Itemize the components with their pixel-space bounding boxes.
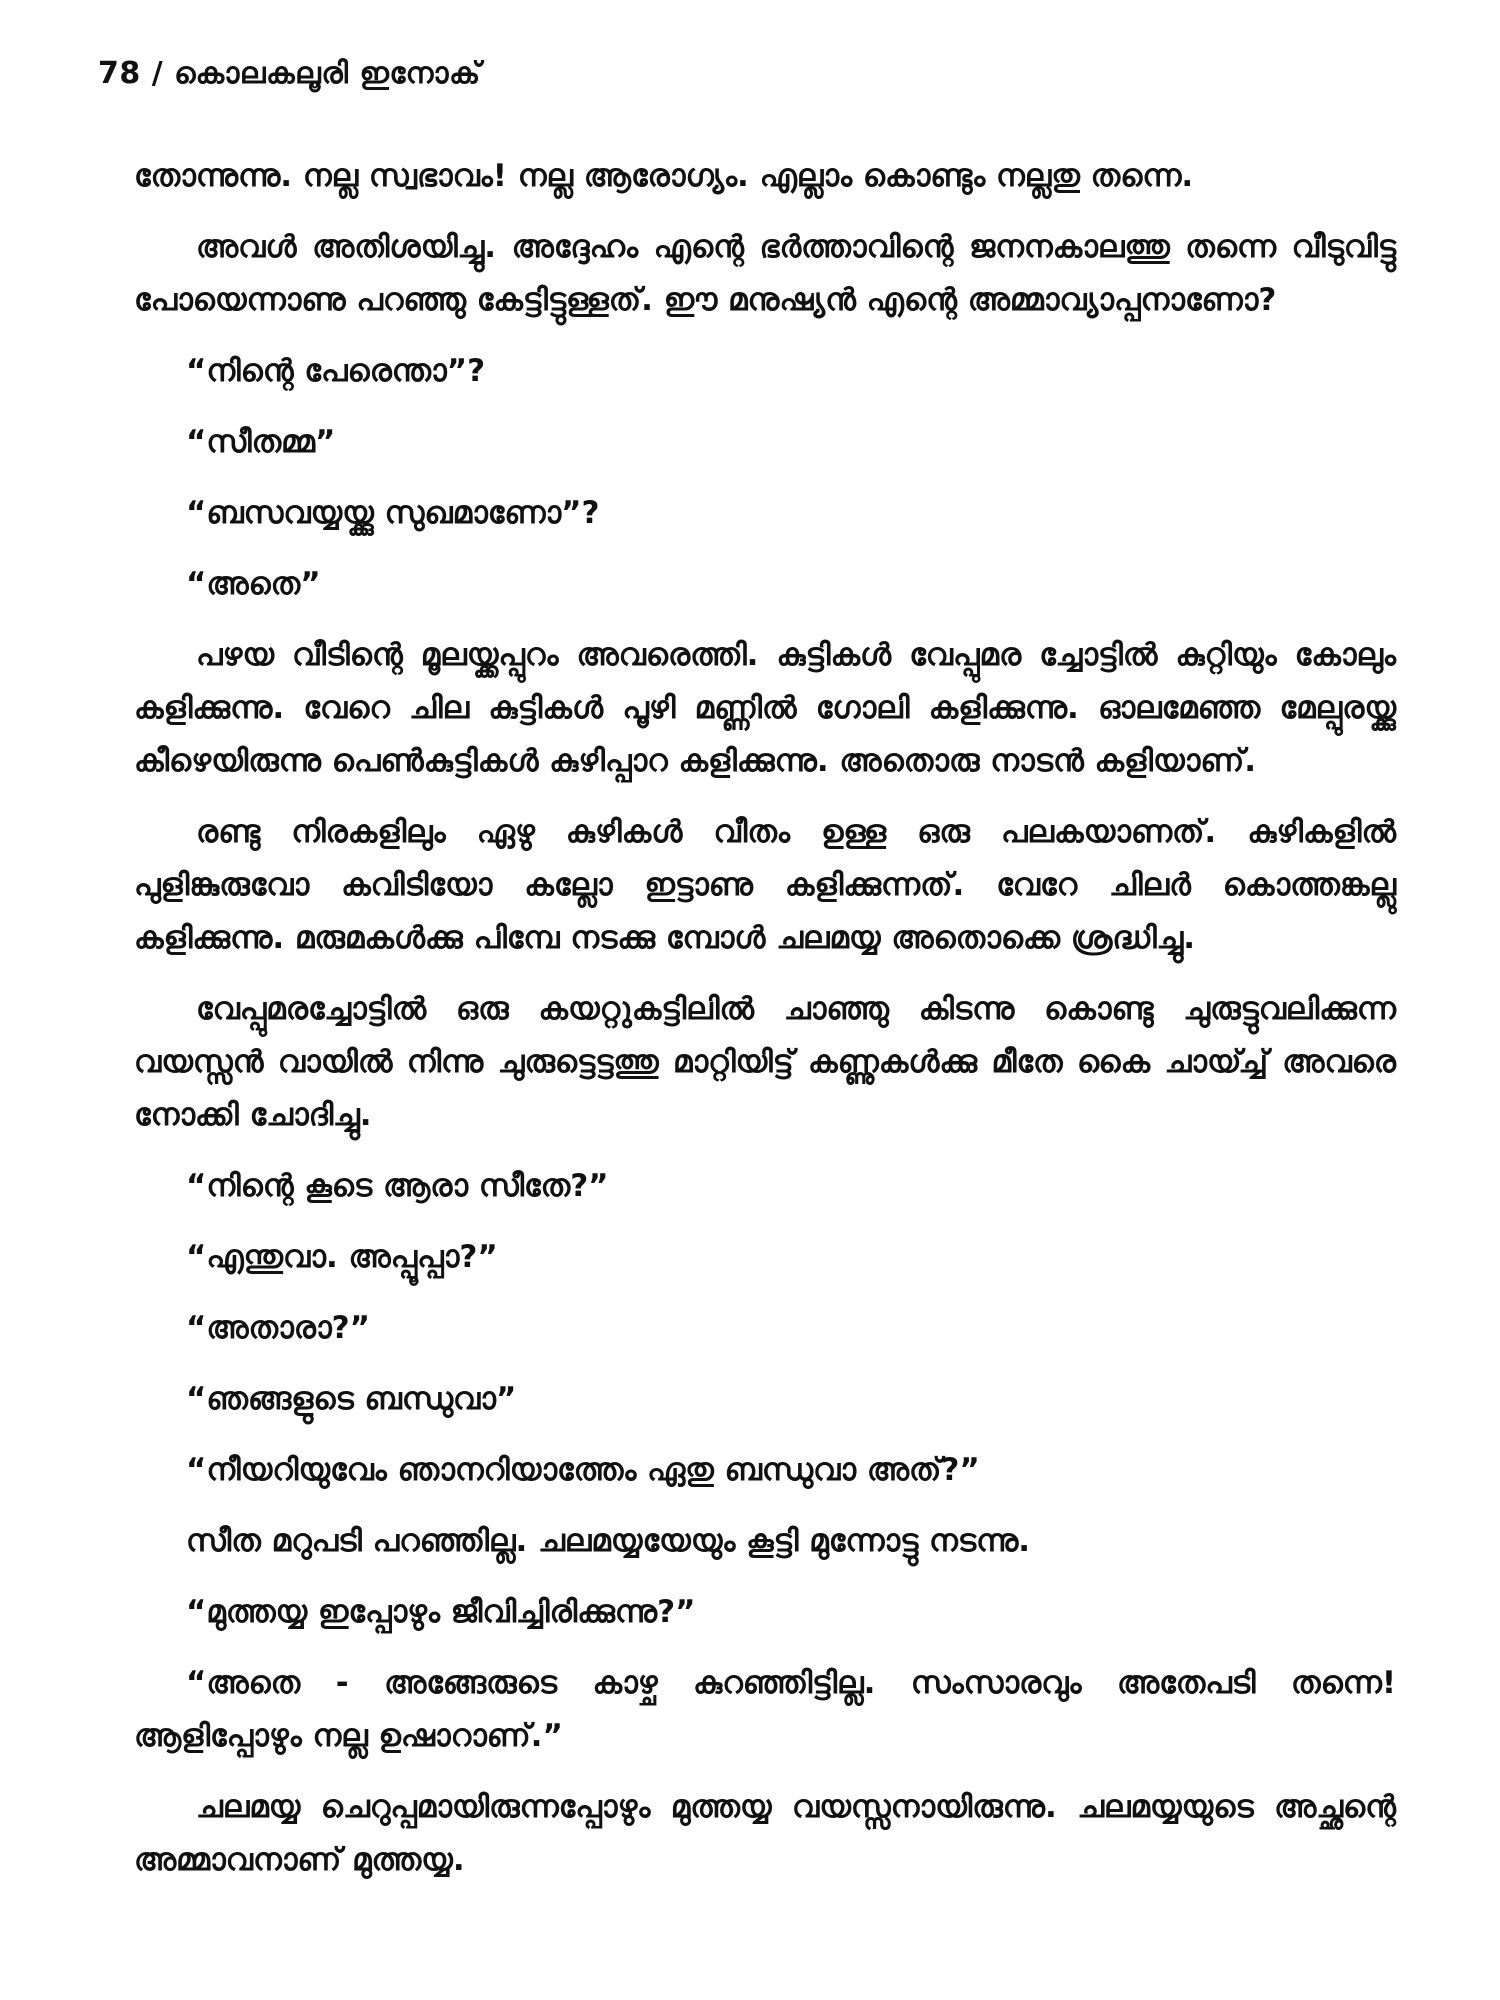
narration-line: സീത മറുപടി പറഞ്ഞില്ല. ചലമയ്യയേയും കൂട്ടി മുന്നോട്ടു നടന്നു.	[186, 1523, 1031, 1559]
dialogue-line: “നിന്റെ പേരെന്താ”?	[186, 353, 486, 389]
paragraph: രണ്ടു നിരകളിലും ഏഴു കുഴികൾ വീതം ഉള്ള ഒരു പലകയാണത്. കുഴികളിൽ പുളിങ്കുരുവോ കവിടിയോ കല്ലോ ഇട്ടാണു കളിക്കുന്നത്. വേറേ ചിലർ കൊത്തങ്കല്ലു കളിക്കുന്നു. മരുമകൾക്കു പിമ്പേ നടക്കു മ്പോൾ ചലമയ്യ അതൊക്കെ ശ്രദ്ധിച്ചു.	[134, 814, 1396, 956]
dialogue-line: “മുത്തയ്യ ഇപ്പോഴും ജീവിച്ചിരിക്കുന്നു?”	[186, 1594, 696, 1630]
dialogue-paragraph: “അതെ - അങ്ങേരുടെ കാഴ്ച കുറഞ്ഞിട്ടില്ല. സംസാരവും അതേപടി തന്നെ! ആളിപ്പോഴും നല്ല ഉഷാറാണ്.”	[134, 1665, 1396, 1754]
body-text	[134, 150, 1396, 1905]
dialogue-line: “അതെ”	[186, 566, 321, 602]
dialogue-line: “അതാരാ?”	[186, 1310, 371, 1346]
paragraph: ചലമയ്യ ചെറുപ്പമായിരുന്നപ്പോഴും മുത്തയ്യ വയസ്സനായിരുന്നു. ചലമയ്യയുടെ അച്ഛന്റെ അമ്മാവനാണ് മുത്തയ്യ.	[134, 1789, 1396, 1878]
running-head: 78 / കൊലകലൂരി ഇനോക്	[98, 56, 481, 91]
paragraph: അവൾ അതിശയിച്ചു. അദ്ദേഹം എന്റെ ഭർത്താവിന്റെ ജനനകാലത്തു തന്നെ വീടുവിട്ടു പോയെന്നാണു പറഞ്ഞു കേട്ടിട്ടുള്ളത്. ഈ മനുഷ്യൻ എന്റെ അമ്മാവ്യാപ്പനാണോ?	[134, 229, 1396, 318]
dialogue-line: “ഞങ്ങളുടെ ബന്ധുവാ”	[186, 1381, 517, 1417]
paragraph: വേപ്പുമരച്ചോട്ടിൽ ഒരു കയറ്റുകട്ടിലിൽ ചാഞ്ഞു കിടന്നു കൊണ്ടു ചുരുട്ടുവലിക്കുന്ന വയസ്സൻ വായിൽ നിന്നു ചുരുട്ടെട്ടത്തു മാറ്റിയിട്ട് കണ്ണുകൾക്കു മീതേ കൈ ചായ്ച്ച് അവരെ നോക്കി ചോദിച്ചു.	[134, 991, 1396, 1133]
dialogue-line: “നിന്റെ കൂടെ ആരാ സീതേ?”	[186, 1168, 609, 1204]
paragraph-continuation: തോന്നുന്നു. നല്ല സ്വഭാവം! നല്ല ആരോഗ്യം. എല്ലാം കൊണ്ടും നല്ലതു തന്നെ.	[134, 158, 1194, 194]
paragraph: പഴയ വീടിന്റെ മൂലയ്ക്കപ്പുറം അവരെത്തി. കുട്ടികൾ വേപ്പുമര ച്ചോട്ടിൽ കുറ്റിയും കോലും കളിക്കുന്നു. വേറെ ചില കുട്ടികൾ പൂഴി മണ്ണിൽ ഗോലി കളിക്കുന്നു. ഓലമേഞ്ഞ മേല്പുരയ്ക്കു കീഴെയിരുന്നു പെൺകുട്ടികൾ കുഴിപ്പാറ കളിക്കുന്നു. അതൊരു നാടൻ കളിയാണ്.	[134, 637, 1396, 779]
dialogue-line: “ബസവയ്യയ്ക്കു സുഖമാണോ”?	[186, 495, 600, 531]
dialogue-line: “സീതമ്മ”	[186, 424, 336, 460]
dialogue-line: “നീയറിയുവേം ഞാനറിയാത്തേം ഏതു ബന്ധുവാ അത്?”	[186, 1452, 980, 1488]
dialogue-line: “എന്തുവാ. അപ്പൂപ്പാ?”	[186, 1239, 498, 1275]
